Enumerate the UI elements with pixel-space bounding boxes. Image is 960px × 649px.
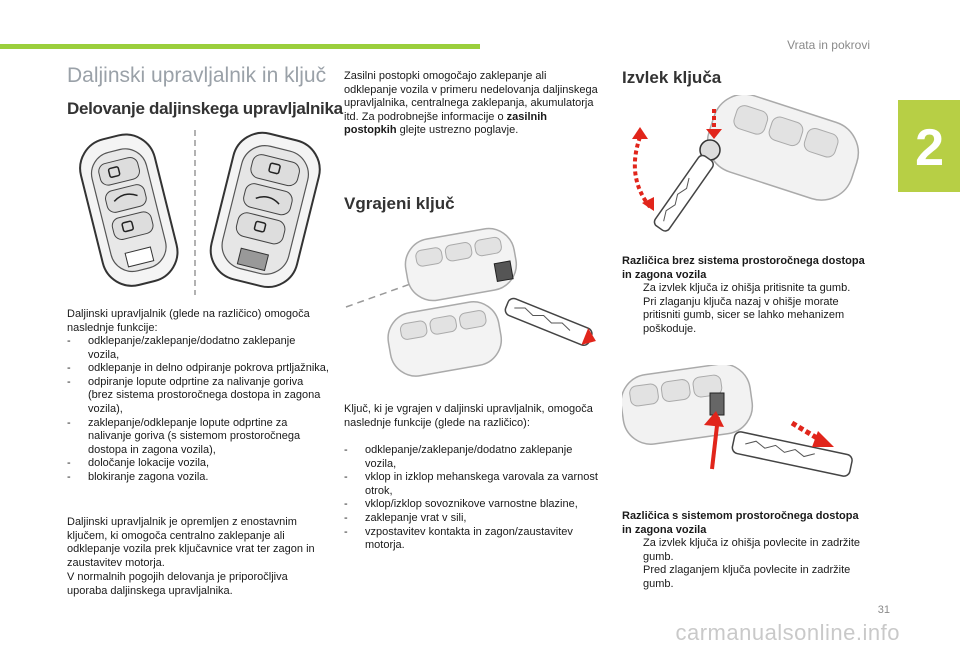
chapter-number: 2 bbox=[915, 119, 944, 177]
list-item: - blokiranje zagona vozila. bbox=[67, 470, 209, 483]
built-in-key-heading: Vgrajeni ključ bbox=[344, 194, 455, 213]
variant1-list bbox=[622, 282, 870, 336]
list-item: Za izvlek ključa iz ohišja povlecite in zadržite gumb. bbox=[643, 537, 861, 563]
remote-key-handsfree bbox=[204, 126, 326, 293]
list-item: - zaklepanje vrat v sili, bbox=[344, 511, 467, 524]
col1-intro: Daljinski upravljalnik (glede na različico) omogoča naslednje funkcije: bbox=[67, 308, 310, 334]
list-item: - določanje lokacije vozila, bbox=[67, 457, 210, 470]
col2-function-list bbox=[344, 444, 599, 553]
key-extraction-heading: Izvlek ključa bbox=[622, 68, 722, 87]
section-title: Daljinski upravljalnik in ključ bbox=[67, 64, 327, 87]
variant2-list bbox=[622, 537, 870, 591]
col2-emergency-paragraph: Zasilni postopki omogočajo zaklepanje ali odklepanje vozila v primeru nedelovanja daljinskega upravljalnika, centralnega zaklepanja, akumulatorja itd. Za podrobnejše informacije o zasilnih postopkih glejte ustrezno poglavje. bbox=[344, 70, 598, 137]
built-in-key-illustration bbox=[344, 225, 604, 385]
list-item: - odklepanje in delno odpiranje pokrova prtljažnika, bbox=[67, 362, 329, 375]
emergency-procedures-term: zasilnih postopkih bbox=[344, 110, 547, 137]
mechanical-key-blade bbox=[653, 154, 716, 233]
variant2-title: Različica s sistemom prostoročnega dostopa in zagona vozila bbox=[622, 510, 859, 536]
variant1-title: Različica brez sistema prostoročnega dostopa in zagona vozila bbox=[622, 255, 865, 281]
watermark: carmanualsonline.info bbox=[675, 620, 900, 645]
top-accent-bar bbox=[0, 44, 480, 49]
list-item: Pri zlaganju ključa nazaj v ohišje morate pritisniti gumb, sicer se lahko mehanizem poškoduje. bbox=[643, 295, 845, 335]
col2-intro: Ključ, ki je vgrajen v daljinski upravljalnik, omogoča naslednje funkcije (glede na različico): bbox=[344, 403, 593, 429]
list-item: - vklop/izklop sovoznikove varnostne blazine, bbox=[344, 498, 578, 511]
list-item: - odklepanje/zaklepanje/dodatno zaklepanje vozila, bbox=[344, 444, 573, 470]
list-item: Za izvlek ključa iz ohišja pritisnite ta gumb. bbox=[643, 282, 851, 294]
remote-keys-illustration bbox=[70, 125, 330, 300]
mechanical-key-blade bbox=[731, 431, 853, 477]
list-item: - odpiranje lopute odprtine za nalivanje goriva (brez sistema prostoročnega dostopa in zagona vozila), bbox=[67, 375, 321, 415]
key-extraction-illustration-2 bbox=[622, 365, 867, 505]
section-subtitle: Delovanje daljinskega upravljalnika bbox=[67, 99, 343, 118]
remote-key-body bbox=[699, 95, 866, 208]
remote-key-upper bbox=[401, 225, 520, 305]
remote-key-front bbox=[74, 128, 184, 292]
list-item: - zaklepanje/odklepanje lopute odprtine za nalivanje goriva (s sistemom prostoročnega dostopa in zagona vozila), bbox=[67, 416, 301, 456]
rotate-arrow-icon bbox=[635, 137, 650, 207]
list-item: Pred zlaganjem ključa povlecite in zadržite gumb. bbox=[643, 564, 851, 590]
list-item: - vklop in izklop mehanskega varovala za varnost otrok, bbox=[344, 471, 598, 497]
col1-function-list bbox=[67, 335, 329, 485]
list-item: - odklepanje/zaklepanje/dodatno zaklepanje vozila, bbox=[67, 335, 296, 361]
page-number: 31 bbox=[877, 604, 890, 616]
release-slider bbox=[710, 393, 724, 415]
list-item: - vzpostavitev kontakta in zagon/zaustavitev motorja. bbox=[344, 525, 573, 552]
col1-paragraph-recommendation: V normalnih pogojih delovanja je priporočljiva uporaba daljinskega upravljalnika. bbox=[67, 571, 288, 597]
key-extraction-illustration-1 bbox=[622, 95, 867, 245]
mechanical-key-blade bbox=[504, 297, 600, 350]
remote-key-lower bbox=[384, 298, 505, 380]
chapter-title: Vrata in pokrovi bbox=[787, 38, 870, 52]
col1-paragraph-key: Daljinski upravljalnik je opremljen z enostavnim ključem, ki omogoča centralno zaklepanje ali odklepanje vozila prek ključavnice vrat ter zagon in zaustavitev motorja. bbox=[67, 516, 315, 569]
